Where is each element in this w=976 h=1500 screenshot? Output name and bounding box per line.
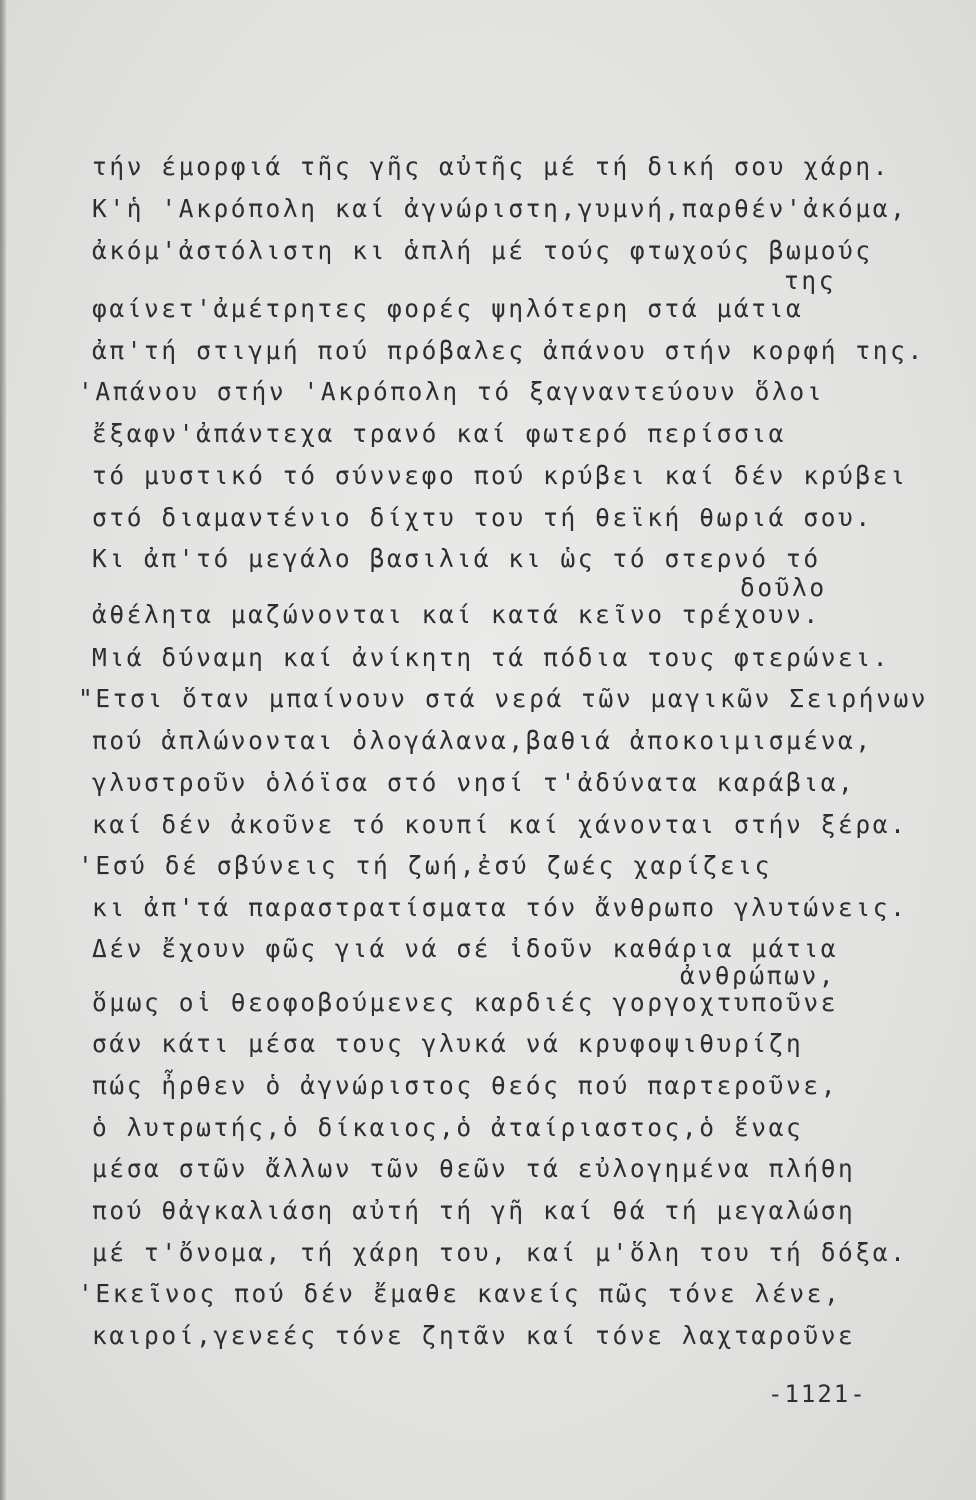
text-line-14: πού ἁπλώνονται ὁλογάλανα,βαθιά ἀποκοιμισμένα, [92,726,873,755]
text-line-13: "Ετσι ὅταν μπαίνουν στά νερά τῶν μαγικῶν Σειρήνων [78,684,929,713]
text-line-24: μέσα στῶν ἄλλων τῶν θεῶν τά εὐλογημένα πλήθη [92,1154,856,1183]
text-line-25: πού θἀγκαλιάση αὐτή τή γῆ καί θά τή μεγαλώση [92,1196,856,1225]
text-line-11: ἀθέλητα μαζώνονται καί κατά κεῖνο τρέχουν. [92,600,821,629]
text-line-17: 'Εσύ δέ σβύνεις τή ζωή,ἐσύ ζωές χαρίζεις [78,851,773,880]
inserted-word-3: ἀνθρώπων, [680,961,837,990]
text-line-28: καιροί,γενεές τόνε ζητᾶν καί τόνε λαχταροῦνε [92,1321,856,1350]
text-line-18: κι ἀπ'τά παραστρατίσματα τόν ἄνθρωπο γλυτώνεις. [92,893,908,922]
text-line-3: ἀκόμ'ἀστόλιστη κι ἁπλή μέ τούς φτωχούς βωμούς [92,236,873,265]
text-line-26: μέ τ'ὄνομα, τή χάρη του, καί μ'ὅλη του τή δόξα. [92,1238,908,1267]
text-line-16: καί δέν ἀκοῦνε τό κουπί καί χάνονται στήν ξέρα. [92,810,908,839]
text-line-2: Κ'ἡ 'Ακρόπολη καί ἀγνώριστη,γυμνή,παρθέν'ἀκόμα, [92,194,908,223]
text-line-4: φαίνετ'ἀμέτρητες φορές ψηλότερη στά μάτια [92,294,804,323]
text-line-6: 'Απάνου στήν 'Ακρόπολη τό ξαγναντεύουν ὅλοι [78,377,825,406]
text-line-22: πώς ἦρθεν ὁ ἀγνώριστος θεός πού παρτεροῦνε, [92,1071,839,1100]
inserted-word-1: της [784,266,837,295]
text-line-5: ἀπ'τή στιγμή πού πρόβαλες ἀπάνου στήν κορφή της. [92,336,925,365]
text-line-8: τό μυστικό τό σύννεφο πού κρύβει καί δέν κρύβει [92,461,908,490]
text-line-10: Κι ἀπ'τό μεγάλο βασιλιά κι ὡς τό στερνό τό [92,544,821,573]
text-line-7: ἔξαφν'ἀπάντεχα τρανό καί φωτερό περίσσια [92,419,787,448]
text-line-15: γλυστροῦν ὁλόϊσα στό νησί τ'ἀδύνατα καράβια, [92,768,856,797]
text-line-21: σάν κάτι μέσα τους γλυκά νά κρυφοψιθυρίζη [92,1029,804,1058]
page-number: -1121- [768,1380,867,1408]
inserted-word-2: δοῦλο [740,573,827,602]
text-line-12: Μιά δύναμη καί ἀνίκητη τά πόδια τους φτερώνει. [92,643,891,672]
text-line-23: ὁ λυτρωτής,ὁ δίκαιος,ὁ ἀταίριαστος,ὁ ἕνας [92,1113,804,1142]
text-line-27: 'Εκεῖνος πού δέν ἔμαθε κανείς πῶς τόνε λένε, [78,1279,842,1308]
text-line-9: στό διαμαντένιο δίχτυ του τή θεϊκή θωριά σου. [92,503,873,532]
text-line-1: τήν έμορφιά τῆς γῆς αὐτῆς μέ τή δική σου χάρη. [92,152,891,181]
text-line-20: ὅμως οἱ θεοφοβούμενες καρδιές γοργοχτυποῦνε [92,988,839,1017]
page-left-edge [0,0,6,1500]
text-line-19: Δέν ἔχουν φῶς γιά νά σέ ἰδοῦν καθάρια μάτια [92,934,839,963]
